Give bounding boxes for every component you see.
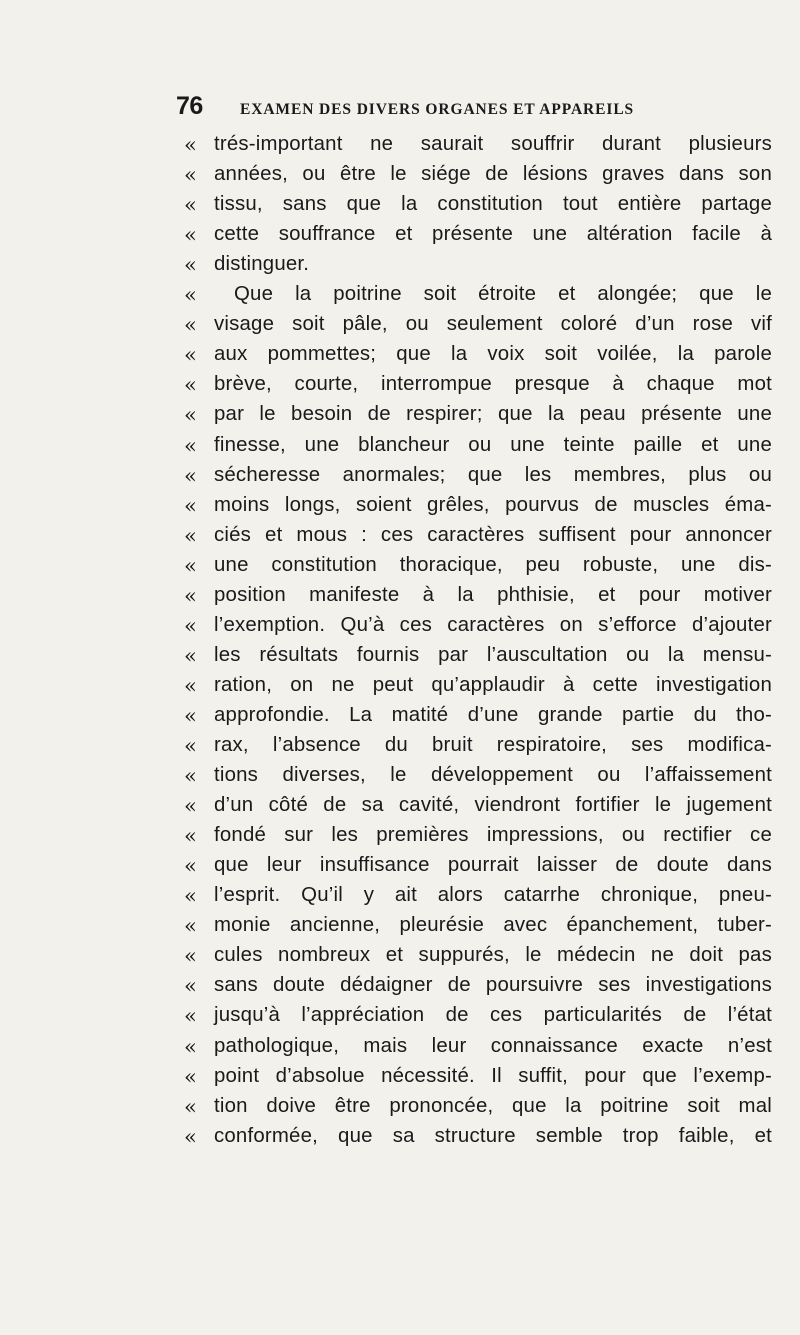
guillemet: «	[184, 613, 197, 638]
text-line	[0, 1122, 800, 1152]
page-header	[176, 92, 776, 122]
text-line	[0, 701, 800, 731]
guillemet: «	[184, 583, 197, 608]
text-line	[0, 250, 800, 280]
guillemet: «	[184, 944, 197, 969]
text-line	[0, 761, 800, 791]
line-text: une constitution thoracique, peu robuste, une dis-	[214, 553, 772, 576]
guillemet: «	[184, 974, 197, 999]
running-head: EXAMEN DES DIVERS ORGANES ET APPAREILS	[240, 101, 635, 118]
line-text: monie ancienne, pleurésie avec épanchement, tuber-	[214, 914, 772, 937]
text-line	[0, 310, 800, 340]
guillemet: «	[184, 643, 197, 668]
line-text: tion doive être prononcée, que la poitrine soit mal	[214, 1094, 772, 1117]
line-text: l’exemption. Qu’à ces caractères on s’efforce d’ajouter	[214, 613, 772, 636]
line-text: sans doute dédaigner de poursuivre ses investigations	[214, 974, 772, 997]
line-text: aux pommettes; que la voix soit voilée, la parole	[214, 343, 772, 366]
guillemet: «	[184, 824, 197, 849]
guillemet: «	[184, 163, 197, 188]
guillemet: «	[184, 373, 197, 398]
guillemet: «	[184, 343, 197, 368]
line-text: Que la poitrine soit étroite et alongée; que le	[234, 283, 772, 306]
text-line	[0, 551, 800, 581]
line-text: ciés et mous : ces caractères suffisent pour annoncer	[214, 523, 772, 546]
line-text: visage soit pâle, ou seulement coloré d’un rose vif	[214, 313, 772, 336]
guillemet: «	[184, 133, 197, 157]
text-line	[0, 731, 800, 761]
line-text: position manifeste à la phthisie, et pour motiver	[214, 583, 772, 606]
guillemet: «	[184, 403, 197, 428]
text-line	[0, 881, 800, 911]
guillemet: «	[184, 193, 197, 218]
line-text: conformée, que sa structure semble trop faible, et	[214, 1124, 772, 1147]
guillemet: «	[184, 673, 197, 698]
page-number: 76	[176, 92, 203, 120]
guillemet: «	[184, 1064, 197, 1089]
text-line	[0, 130, 800, 160]
text-line	[0, 280, 800, 310]
line-text: les résultats fournis par l’auscultation ou la mensu-	[214, 643, 772, 666]
line-text: d’un côté de sa cavité, viendront fortifier le jugement	[214, 794, 772, 817]
text-line	[0, 370, 800, 400]
text-line	[0, 851, 800, 881]
guillemet: «	[184, 553, 197, 578]
line-text: l’esprit. Qu’il y ait alors catarrhe chronique, pneu-	[214, 884, 772, 907]
line-text: jusqu’à l’appréciation de ces particularités de l’état	[214, 1004, 772, 1027]
line-text: trés-important ne saurait souffrir durant plusieurs	[214, 133, 772, 155]
text-line	[0, 641, 800, 671]
guillemet: «	[184, 1034, 197, 1059]
line-text: que leur insuffisance pourrait laisser de doute dans	[214, 854, 772, 877]
line-text: tions diverses, le développement ou l’affaissement	[214, 764, 772, 787]
line-text: brève, courte, interrompue presque à chaque mot	[214, 373, 772, 396]
text-line	[0, 340, 800, 370]
line-text: par le besoin de respirer; que la peau présente une	[214, 403, 772, 426]
guillemet: «	[184, 223, 197, 248]
guillemet: «	[184, 463, 197, 488]
line-text: distinguer.	[214, 253, 310, 276]
text-line	[0, 941, 800, 971]
line-text: tissu, sans que la constitution tout entière partage	[214, 193, 772, 216]
guillemet: «	[184, 1094, 197, 1119]
guillemet: «	[184, 914, 197, 939]
text-line	[0, 220, 800, 250]
line-text: moins longs, soient grêles, pourvus de muscles éma-	[214, 493, 772, 516]
line-text: années, ou être le siége de lésions graves dans son	[214, 163, 772, 186]
text-line	[0, 1001, 800, 1031]
text-line	[0, 821, 800, 851]
guillemet: «	[184, 703, 197, 728]
guillemet: «	[184, 283, 197, 308]
guillemet: «	[184, 253, 197, 278]
line-text: ration, on ne peut qu’applaudir à cette investigation	[214, 673, 772, 696]
guillemet: «	[184, 1004, 197, 1029]
guillemet: «	[184, 1124, 197, 1149]
line-text: point d’absolue nécessité. Il suffit, pour que l’exemp-	[214, 1064, 772, 1087]
guillemet: «	[184, 313, 197, 338]
text-line	[0, 461, 800, 491]
line-text: approfondie. La matité d’une grande partie du tho-	[214, 703, 772, 726]
text-line	[0, 911, 800, 941]
text-line	[0, 160, 800, 190]
guillemet: «	[184, 884, 197, 909]
guillemet: «	[184, 523, 197, 548]
text-line	[0, 791, 800, 821]
line-text: fondé sur les premières impressions, ou rectifier ce	[214, 824, 772, 847]
guillemet: «	[184, 433, 197, 458]
line-text: pathologique, mais leur connaissance exacte n’est	[214, 1034, 772, 1057]
guillemet: «	[184, 794, 197, 819]
text-line	[0, 581, 800, 611]
text-line	[0, 1092, 800, 1122]
text-line	[0, 671, 800, 701]
text-line	[0, 400, 800, 430]
line-text: cules nombreux et suppurés, le médecin ne doit pas	[214, 944, 772, 967]
text-line	[0, 190, 800, 220]
guillemet: «	[184, 734, 197, 758]
text-line	[0, 491, 800, 521]
text-line	[0, 1032, 800, 1062]
guillemet: «	[184, 854, 197, 879]
text-line	[0, 611, 800, 641]
text-line	[0, 971, 800, 1001]
line-text: finesse, une blancheur ou une teinte paille et une	[214, 433, 772, 456]
guillemet: «	[184, 764, 197, 789]
guillemet: «	[184, 493, 197, 518]
line-text: rax, l’absence du bruit respiratoire, ses modifica-	[214, 734, 772, 756]
line-text: sécheresse anormales; que les membres, plus ou	[214, 463, 772, 486]
line-text: cette souffrance et présente une altération facile à	[214, 223, 772, 246]
text-line	[0, 431, 800, 461]
text-line	[0, 521, 800, 551]
text-line	[0, 1062, 800, 1092]
